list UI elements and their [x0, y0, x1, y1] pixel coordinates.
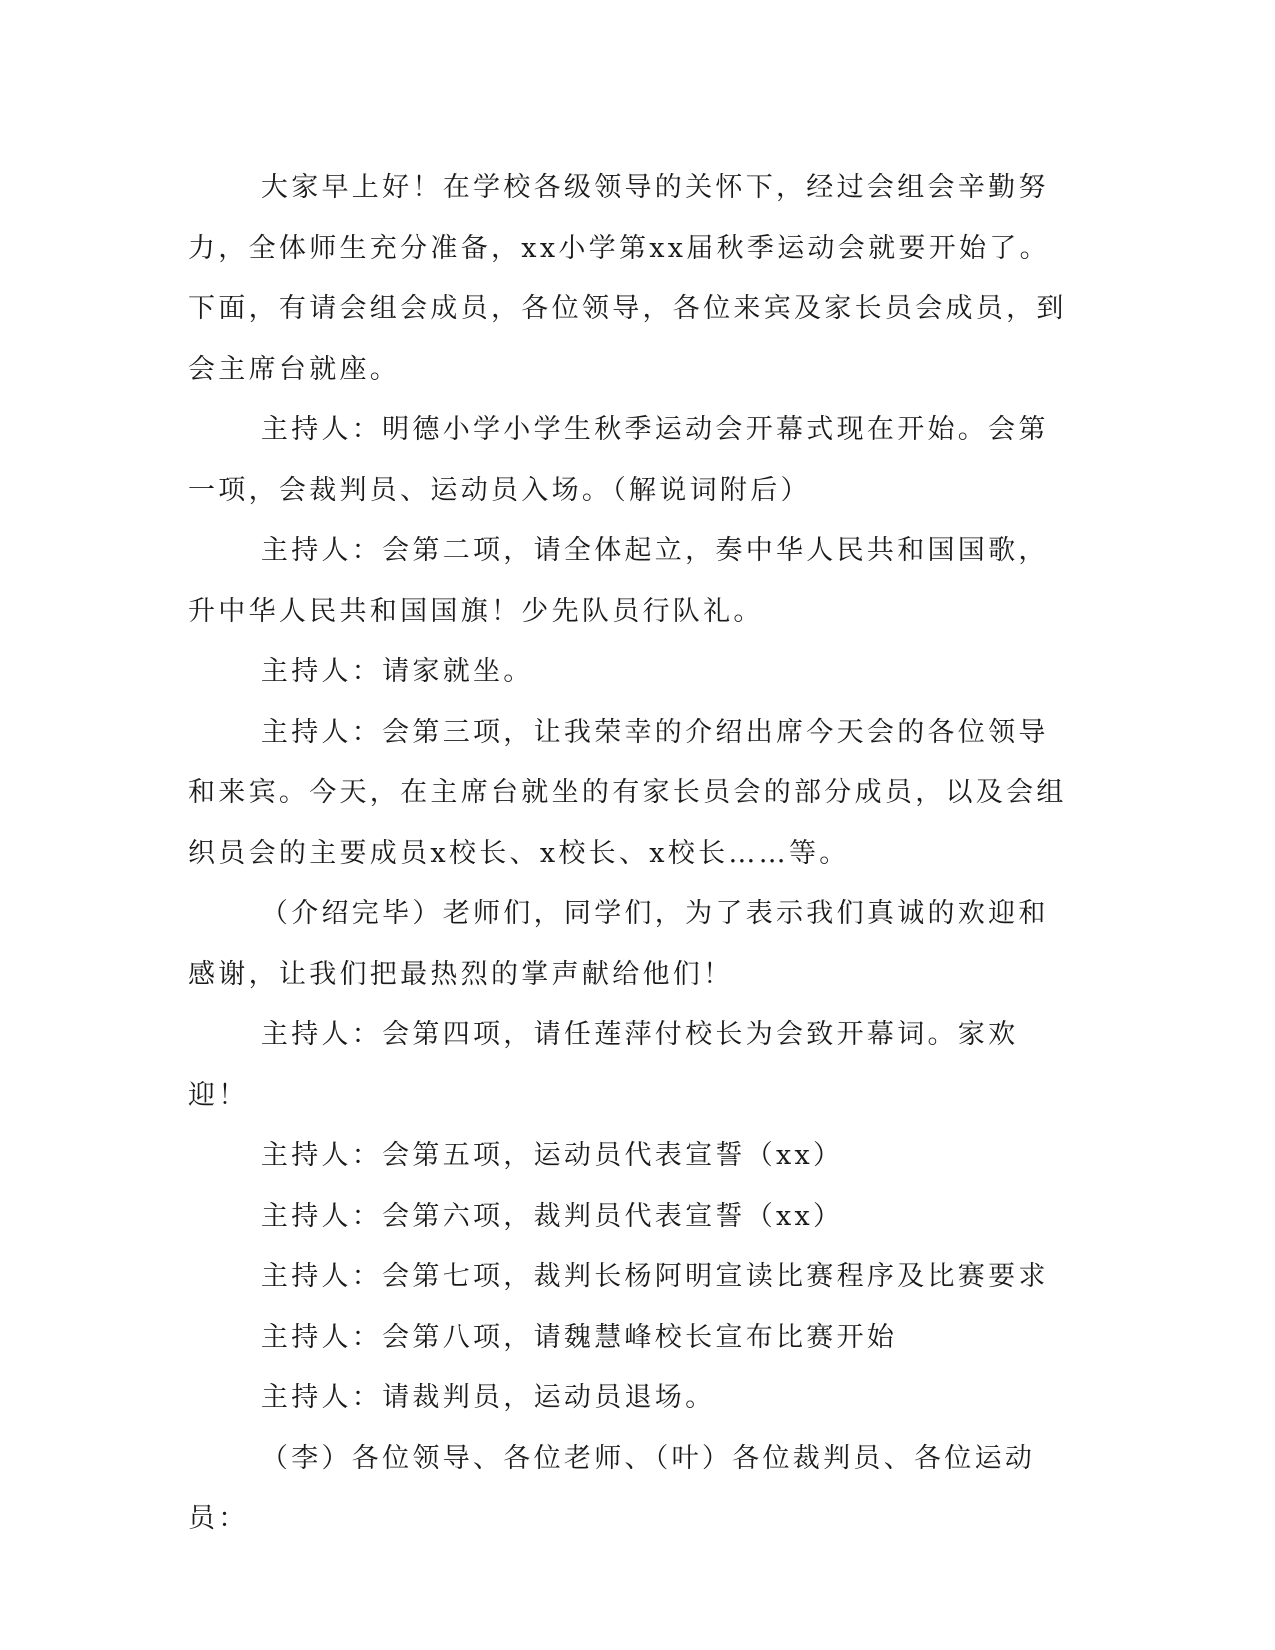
- paragraph-item-two: 主持人：会第二项，请全体起立，奏中华人民共和国国歌，升中华人民共和国国旗！少先队员行队礼。: [188, 535, 1049, 627]
- paragraph-item-four: 主持人：会第四项，请任莲萍付校长为会致开幕词。家欢迎！: [188, 1019, 1019, 1111]
- paragraph-be-seated: 主持人：请家就坐。: [260, 656, 534, 687]
- paragraph-item-six: 主持人：会第六项，裁判员代表宣誓（xx）: [260, 1200, 844, 1232]
- paragraph-item-one: 主持人：明德小学小学生秋季运动会开幕式现在开始。会第一项，会裁判员、运动员入场。（解说词附后）: [188, 414, 1049, 506]
- paragraph-opening-greeting: 大家早上好！在学校各级领导的关怀下，经过会组会辛勤努力，全体师生充分准备，xx小学第xx届秋季运动会就要开始了。下面，有请会组会成员，各位领导，各位来宾及家长员会成员，到会主席台就座。: [188, 172, 1067, 385]
- document-body: [188, 158, 1068, 1550]
- paragraph-item-five: 主持人：会第五项，运动员代表宣誓（xx）: [260, 1140, 844, 1171]
- paragraph-exit: 主持人：请裁判员，运动员退场。: [260, 1382, 716, 1413]
- paragraph-address: （李）各位领导、各位老师、（叶）各位裁判员、各位运动员：: [188, 1442, 1036, 1534]
- paragraph-item-seven: 主持人：会第七项，裁判长杨阿明宣读比赛程序及比赛要求: [260, 1261, 1049, 1292]
- paragraph-item-eight: 主持人：会第八项，请魏慧峰校长宣布比赛开始: [260, 1321, 898, 1353]
- paragraph-item-three: 主持人：会第三项，让我荣幸的介绍出席今天会的各位领导和来宾。今天，在主席台就坐的有家长员会的部分成员，以及会组织员会的主要成员x校长、x校长、x校长……等。: [188, 716, 1067, 869]
- paragraph-applause: （介绍完毕）老师们，同学们，为了表示我们真诚的欢迎和感谢，让我们把最热烈的掌声献给他们！: [188, 898, 1049, 990]
